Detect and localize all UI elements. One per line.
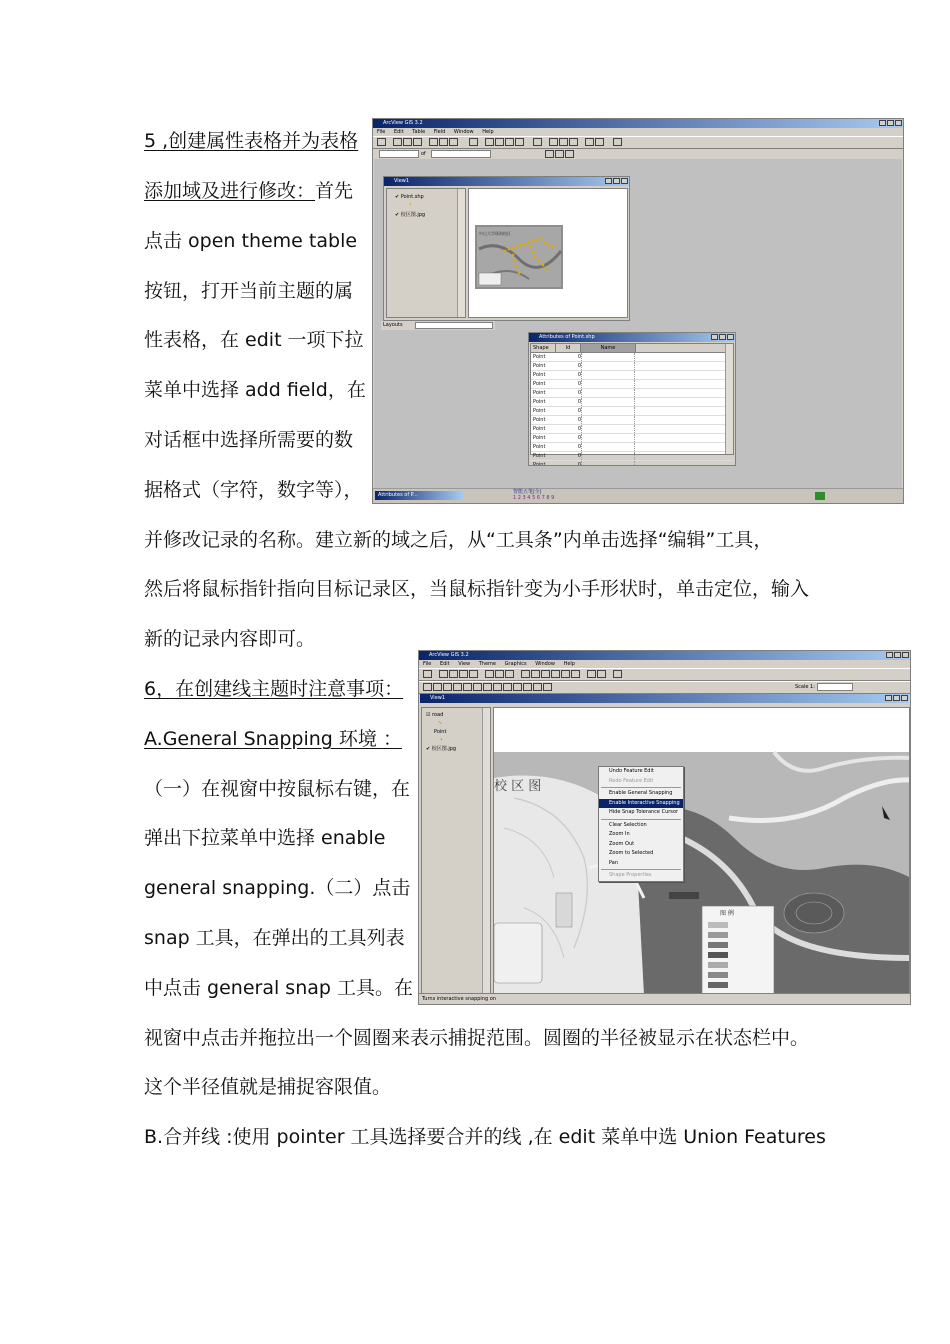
select-all-icon[interactable]	[429, 138, 438, 146]
menu-zoom-out[interactable]: Zoom Out	[609, 840, 635, 847]
cell-shape: Point	[533, 390, 546, 396]
layouts-dropdown[interactable]	[415, 322, 493, 329]
menu-edit[interactable]: Edit	[439, 661, 450, 667]
menu-redo-feature-edit: Redo Feature Edit	[609, 777, 654, 784]
identify-icon[interactable]	[565, 150, 574, 158]
cell-name[interactable]	[581, 425, 635, 433]
theme-label: Point.shp	[400, 194, 424, 200]
screenshot-arcview-table	[372, 118, 904, 504]
pointer-icon[interactable]	[515, 138, 524, 146]
layouts-bar	[381, 321, 495, 330]
cell-name[interactable]	[581, 434, 635, 442]
clear-selected-icon[interactable]	[587, 670, 596, 678]
legend-title: 图 例	[720, 910, 734, 917]
column-header-name[interactable]: Name	[581, 344, 636, 352]
table-row[interactable]	[531, 461, 733, 466]
cell-shape: Point	[533, 435, 546, 441]
table-row[interactable]	[531, 398, 733, 407]
cell-id: 0	[577, 354, 581, 360]
cell-shape: Point	[533, 399, 546, 405]
table-titlebar	[529, 333, 735, 342]
menu-file[interactable]: File	[423, 661, 432, 667]
view-window	[383, 176, 630, 321]
copy-icon[interactable]	[403, 138, 412, 146]
cell-shape: Point	[533, 354, 546, 360]
menu-help[interactable]: Help	[563, 661, 575, 667]
select-none-icon[interactable]	[439, 138, 448, 146]
cell-name[interactable]	[581, 380, 635, 388]
heading-step-5: 5 ,创建属性表格并为表格	[144, 130, 359, 152]
table-body	[531, 353, 733, 466]
attributes-table-window	[528, 332, 736, 466]
minimize-button[interactable]	[879, 120, 886, 126]
add-theme-icon[interactable]	[439, 670, 448, 678]
menu-hide-snap-tolerance-cursor[interactable]: Hide Snap Tolerance Cursor	[609, 809, 679, 815]
calculate-icon[interactable]	[533, 138, 542, 146]
table-row[interactable]	[531, 443, 733, 452]
menu-undo-feature-edit[interactable]: Undo Feature Edit	[609, 768, 654, 774]
attributes-grid	[530, 343, 734, 466]
find-icon[interactable]	[469, 138, 478, 146]
text-line: 按钮，打开当前主题的属	[144, 280, 354, 302]
view-titlebar	[420, 694, 909, 703]
cut-icon[interactable]	[393, 138, 402, 146]
menu-bar	[373, 128, 903, 136]
cell-shape: Point	[533, 426, 546, 432]
zoom-out-icon[interactable]	[561, 670, 570, 678]
tool-bar	[419, 681, 910, 694]
ime-candidates: 1 2 3 4 5 6 7 8 9	[513, 495, 555, 501]
paste-icon[interactable]	[413, 138, 422, 146]
help-icon[interactable]	[613, 670, 622, 678]
cell-name[interactable]	[581, 407, 635, 415]
status-bar	[419, 993, 910, 1004]
cell-shape: Point	[533, 444, 546, 450]
menu-field[interactable]: Field	[433, 129, 446, 135]
theme-label: road	[432, 712, 444, 718]
cell-id: 0	[577, 426, 581, 432]
menu-bar	[419, 660, 910, 668]
heading-step-6: 6，在创建线主题时注意事项：	[144, 678, 404, 700]
column-header-id[interactable]: Id	[556, 344, 581, 352]
theme-image[interactable]: ✔ 校区图.jpg	[395, 212, 426, 218]
menu-window[interactable]: Window	[453, 129, 474, 135]
cell-shape: Point	[533, 462, 546, 466]
toc-scrollbar[interactable]	[457, 189, 465, 317]
table-row[interactable]	[531, 389, 733, 398]
table-row[interactable]	[531, 380, 733, 389]
theme-point[interactable]: ✔ Point.shp	[395, 194, 424, 200]
heading-general-snapping: A.General Snapping 环境 ：	[144, 728, 402, 750]
text-line: 菜单中选择 add field，在	[144, 379, 366, 401]
theme-properties-icon[interactable]	[449, 670, 458, 678]
line-symbol-icon: ∿	[438, 720, 443, 726]
layout-icon[interactable]	[597, 670, 606, 678]
theme-label: Point	[434, 729, 447, 735]
close-button[interactable]	[895, 120, 902, 126]
context-menu	[598, 766, 684, 882]
toolbar	[373, 136, 903, 149]
chart-icon[interactable]	[569, 138, 578, 146]
cell-id: 0	[577, 453, 581, 459]
find-icon[interactable]	[485, 670, 494, 678]
cell-shape: Point	[533, 453, 546, 459]
table-maximize-button[interactable]	[719, 334, 726, 340]
table-title: Attributes of Point.shp	[539, 334, 595, 340]
cell-id: 0	[577, 408, 581, 414]
campus-map	[494, 708, 910, 994]
help-icon[interactable]	[613, 138, 622, 146]
menu-table[interactable]: Table	[412, 129, 426, 135]
query-icon[interactable]	[485, 138, 494, 146]
cell-shape: Point	[533, 381, 546, 387]
menu-separator	[601, 819, 681, 820]
view-minimize-button[interactable]	[885, 695, 892, 701]
map-legend	[702, 906, 774, 994]
table-row[interactable]	[531, 362, 733, 371]
table-minimize-button[interactable]	[711, 334, 718, 340]
menu-zoom-to-selected[interactable]: Zoom to Selected	[609, 850, 654, 856]
cell-name[interactable]	[581, 452, 635, 460]
cell-name[interactable]	[581, 362, 635, 370]
text-line: 并修改记录的名称。建立新的域之后，从“工具条”内单击选择“编辑”工具，	[144, 529, 773, 551]
zoom-active-icon[interactable]	[531, 670, 540, 678]
cell-shape: Point	[533, 372, 546, 378]
measure-icon[interactable]	[493, 683, 502, 691]
cell-shape: Point	[533, 408, 546, 414]
text-underlined: 添加域及进行修改：	[144, 180, 316, 202]
point-symbol-icon: •	[440, 737, 443, 743]
scale-label: Scale 1:	[795, 684, 815, 690]
zoom-full-icon[interactable]	[521, 670, 530, 678]
text-line: 性表格，在 edit 一项下拉	[144, 329, 364, 351]
text-line: 新的记录内容即可。	[144, 628, 316, 650]
view-titlebar	[384, 177, 629, 186]
text-line: snap 工具，在弹出的工具列表	[144, 927, 405, 949]
text-line: 这个半径值就是捕捉容限值。	[144, 1076, 392, 1098]
screenshot-arcview-snapping	[418, 650, 911, 1005]
view-maximize-button[interactable]	[893, 695, 900, 701]
zoom-out-tool-icon[interactable]	[473, 683, 482, 691]
text-line: 然后将鼠标指针指向目标记录区，当鼠标指针变为小手形状时，单击定位，输入	[144, 578, 810, 600]
app-titlebar	[373, 119, 903, 128]
table-header	[531, 344, 733, 353]
table-of-contents	[386, 188, 466, 318]
save-icon[interactable]	[423, 670, 432, 678]
map-caption: 中山大学珠海校区	[479, 231, 511, 236]
pan-icon[interactable]	[483, 683, 492, 691]
menu-separator	[601, 869, 681, 870]
zoom-in-tool-icon[interactable]	[463, 683, 472, 691]
menu-edit[interactable]: Edit	[393, 129, 404, 135]
toc-scrollbar[interactable]	[482, 708, 490, 993]
status-text: Turns interactive snapping on	[422, 996, 496, 1002]
menu-view[interactable]: View	[458, 661, 471, 667]
cell-id: 0	[577, 462, 581, 466]
tray-icon	[815, 492, 825, 500]
count-of-label: of	[421, 151, 426, 157]
theme-label: 校区图.jpg	[431, 746, 457, 752]
column-header-shape[interactable]: Shape	[531, 344, 556, 352]
menu-shape-properties: Shape Properties	[609, 872, 652, 878]
edit-tool-icon[interactable]	[585, 138, 594, 146]
menu-separator	[601, 787, 681, 788]
sort-icon[interactable]	[495, 138, 504, 146]
menu-graphics[interactable]: Graphics	[504, 661, 527, 667]
cell-id: 0	[577, 444, 581, 450]
menu-zoom-in[interactable]: Zoom In	[609, 831, 630, 837]
record-bar	[373, 149, 903, 159]
locate-icon[interactable]	[495, 670, 504, 678]
open-table-icon[interactable]	[469, 670, 478, 678]
zoom-in-icon[interactable]	[551, 670, 560, 678]
text-line: B.合并线 :使用 pointer 工具选择要合并的线 ,在 edit 菜单中选 Union Features	[144, 1126, 826, 1148]
close-button[interactable]	[902, 652, 909, 658]
statistics-icon[interactable]	[559, 138, 568, 146]
text-line: 中点击 general snap 工具。在	[144, 977, 413, 999]
theme-point[interactable]	[422, 727, 490, 736]
area-of-interest-icon[interactable]	[513, 683, 522, 691]
cell-id: 0	[577, 435, 581, 441]
table-row[interactable]	[531, 416, 733, 425]
app-title: ArcView GIS 3.2	[429, 652, 469, 658]
vertex-edit-icon[interactable]	[443, 683, 452, 691]
hotlink-icon[interactable]	[503, 683, 512, 691]
count-field	[379, 150, 419, 158]
edit-pointer-icon[interactable]	[545, 150, 554, 158]
zoom-selected-icon[interactable]	[541, 670, 550, 678]
text-line: 对话框中选择所需要的数	[144, 429, 354, 451]
cell-name[interactable]	[581, 461, 635, 466]
table-close-button[interactable]	[727, 334, 734, 340]
menu-theme[interactable]: Theme	[478, 661, 496, 667]
menu-pan[interactable]: Pan	[609, 859, 619, 866]
campus-map-thumbnail	[469, 189, 627, 317]
cell-name[interactable]	[581, 371, 635, 379]
menu-clear-selection[interactable]: Clear Selection	[609, 821, 647, 828]
table-row[interactable]	[531, 407, 733, 416]
cell-shape: Point	[533, 417, 546, 423]
cell-id: 0	[577, 417, 581, 423]
table-of-contents	[421, 707, 491, 994]
pointer-tool-icon[interactable]	[595, 138, 604, 146]
query-icon[interactable]	[505, 670, 514, 678]
text-line: 视窗中点击并拖拉出一个圆圈来表示捕捉范围。圆圈的半径被显示在状态栏中。	[144, 1027, 810, 1049]
text-span: 首先	[315, 180, 354, 202]
theme-image[interactable]: ✔ 校区图.jpg	[426, 746, 457, 752]
summarize-icon[interactable]	[549, 138, 558, 146]
menu-file[interactable]: File	[377, 129, 386, 135]
menu-enable-general-snapping[interactable]: Enable General Snapping	[609, 790, 673, 796]
cell-name[interactable]	[581, 443, 635, 451]
cell-name[interactable]	[581, 389, 635, 397]
menu-help[interactable]: Help	[482, 129, 494, 135]
text-tool-icon[interactable]	[523, 683, 532, 691]
edit-select-icon[interactable]	[555, 150, 564, 158]
table-row[interactable]	[531, 371, 733, 380]
pointer-icon[interactable]	[433, 683, 442, 691]
map-display[interactable]	[468, 188, 628, 318]
view-title: View1	[394, 178, 410, 184]
menu-window[interactable]: Window	[535, 661, 555, 667]
button-bar	[419, 668, 910, 681]
map-title: 校 区 图	[494, 779, 542, 794]
snap-tool-icon[interactable]	[543, 683, 552, 691]
minimized-window-title: Attributes of P...	[378, 492, 418, 498]
identify-icon[interactable]	[423, 683, 432, 691]
cell-id: 0	[577, 381, 581, 387]
select-feature-icon[interactable]	[453, 683, 462, 691]
text-line: 点击 open theme table	[144, 230, 358, 252]
minimized-table-window[interactable]	[375, 491, 463, 500]
maximize-button[interactable]	[894, 652, 901, 658]
view-maximize-button[interactable]	[613, 178, 620, 184]
text-line: 据格式（字符，数字等），	[144, 479, 363, 501]
app-title: ArcView GIS 3.2	[383, 120, 423, 126]
text-line: general snapping.（二）点击	[144, 877, 411, 899]
view-close-button[interactable]	[901, 695, 908, 701]
scale-input[interactable]	[817, 683, 853, 691]
cell-id: 0	[577, 372, 581, 378]
cell-id: 0	[577, 390, 581, 396]
cell-id: 0	[577, 399, 581, 405]
cell-name[interactable]	[581, 398, 635, 406]
view-close-button[interactable]	[621, 178, 628, 184]
view-title: View1	[430, 695, 446, 701]
selected-field	[431, 150, 491, 158]
table-row[interactable]	[531, 434, 733, 443]
sort-desc-icon[interactable]	[505, 138, 514, 146]
cell-name[interactable]	[581, 416, 635, 424]
text-line: 弹出下拉菜单中选择 enable	[144, 827, 386, 849]
ime-status: 智能五笔|全|	[513, 489, 542, 495]
text-line: （一）在视窗中按鼠标右键，在	[144, 778, 411, 800]
draw-tool-icon[interactable]	[533, 683, 542, 691]
save-icon[interactable]	[377, 138, 386, 146]
text-line	[144, 179, 353, 203]
app-titlebar	[419, 651, 910, 660]
view-minimize-button[interactable]	[605, 178, 612, 184]
cell-shape: Point	[533, 363, 546, 369]
cell-id: 0	[577, 363, 581, 369]
minimize-button[interactable]	[886, 652, 893, 658]
table-row[interactable]	[531, 425, 733, 434]
layouts-label: Layouts	[383, 322, 403, 328]
table-row[interactable]	[531, 452, 733, 461]
theme-label: 校区图.jpg	[400, 212, 426, 218]
maximize-button[interactable]	[887, 120, 894, 126]
table-scrollbar[interactable]	[725, 344, 733, 454]
zoom-previous-icon[interactable]	[571, 670, 580, 678]
point-symbol-icon: •	[409, 202, 412, 208]
menu-enable-interactive-snapping[interactable]: Enable Interactive Snapping	[599, 799, 683, 809]
edit-legend-icon[interactable]	[459, 670, 468, 678]
map-display[interactable]	[493, 707, 910, 994]
table-row[interactable]	[531, 353, 733, 362]
promote-icon[interactable]	[449, 138, 458, 146]
theme-road[interactable]: ☑ road	[426, 712, 444, 718]
cell-name[interactable]	[581, 353, 635, 361]
bottom-bar	[373, 488, 903, 503]
